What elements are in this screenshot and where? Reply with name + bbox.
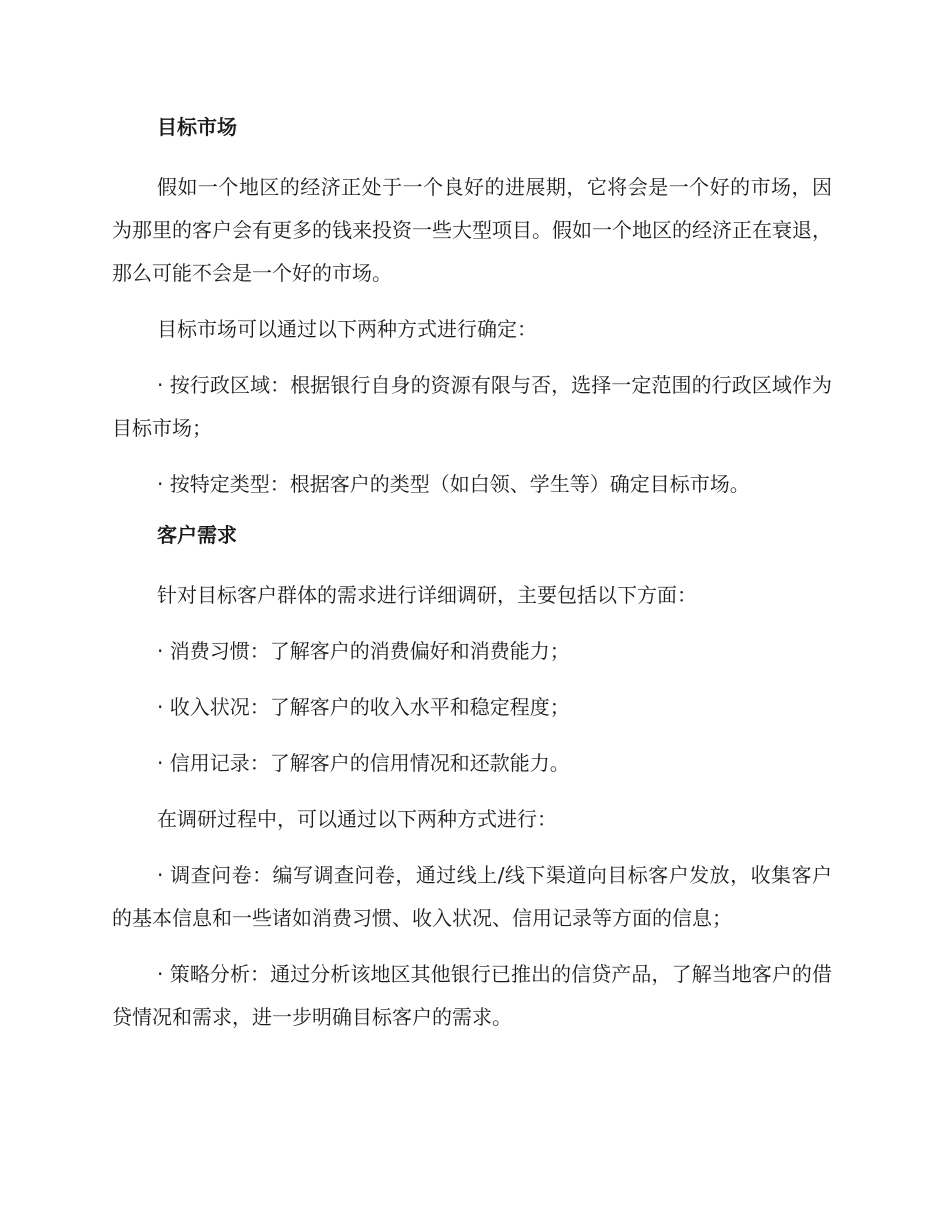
bullet-credit: · 信用记录：了解客户的信用情况和还款能力。	[157, 751, 570, 775]
paragraph-methods-intro: 目标市场可以通过以下两种方式进行确定：	[157, 317, 537, 341]
section-heading-target-market: 目标市场	[157, 115, 237, 139]
bullet-by-type: · 按特定类型：根据客户的类型（如白领、学生等）确定目标市场。	[157, 472, 750, 496]
paragraph-economy: 假如一个地区的经济正处于一个良好的进展期，它将会是一个好的市场，因为那里的客户会有更多的钱来投资一些大型项目。假如一个地区的经济正在衰退，那么可能不会是一个好的市场。	[112, 175, 832, 285]
document-page	[112, 110, 832, 1052]
bullet-by-region: · 按行政区域：根据银行自身的资源有限与否，选择一定范围的行政区域作为目标市场；	[112, 373, 832, 440]
section-heading-customer-needs: 客户需求	[157, 523, 237, 547]
bullet-consumption: · 消费习惯：了解客户的消费偏好和消费能力；	[157, 639, 570, 663]
paragraph-survey-methods-intro: 在调研过程中，可以通过以下两种方式进行：	[157, 807, 557, 831]
bullet-income: · 收入状况：了解客户的收入水平和稳定程度；	[157, 695, 570, 719]
paragraph-research-intro: 针对目标客户群体的需求进行详细调研，主要包括以下方面：	[157, 583, 697, 607]
bullet-strategy-analysis: · 策略分析：通过分析该地区其他银行已推出的信贷产品，了解当地客户的借贷情况和需求，进一步明确目标客户的需求。	[112, 962, 832, 1029]
bullet-questionnaire: · 调查问卷：编写调查问卷，通过线上/线下渠道向目标客户发放，收集客户的基本信息和一些诸如消费习惯、收入状况、信用记录等方面的信息；	[112, 863, 832, 930]
